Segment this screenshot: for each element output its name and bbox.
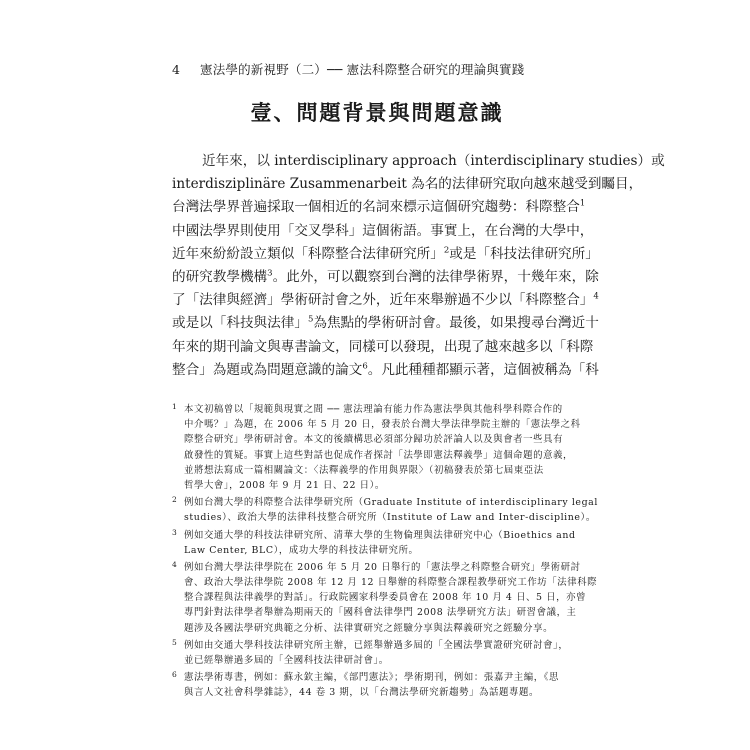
- footnote-line: studies）、政治大學的法律科技整合研究所（Institute of Law and Inter-discipline）。: [184, 512, 596, 524]
- footnote-line: 本文初稿曾以「規範與現實之間 ── 憲法理論有能力作為憲法學與其他科學科際合作的: [184, 404, 563, 415]
- body-line-text: 台灣法學界普遍採取一個相近的名詞來標示這個研究趨勢：科際整合: [172, 199, 580, 216]
- footnote-number: 6: [172, 670, 177, 680]
- body-line: [172, 220, 594, 243]
- body-line-text: 的研究教學機構: [172, 268, 268, 285]
- footnote-line: 中介嗎？」為題，在 2006 年 5 月 20 日，發表於台灣大學法律學院主辦的「憲法學之科: [184, 419, 581, 431]
- body-line: [172, 150, 665, 173]
- footnote: [172, 559, 598, 636]
- footnote-line: 會、政治大學法律學院 2008 年 12 月 12 日舉辦的科際整合課程教學研究工作坊「法律科際: [184, 577, 598, 589]
- body-line-text: interdisziplinäre Zusammenarbeit 為名的法律研究取向越來越受到矚目，: [172, 176, 643, 193]
- body-line: [172, 359, 599, 382]
- chapter-title: 壹、問題背景與問題意識: [250, 100, 504, 125]
- footnote-line: 例如交通大學的科技法律研究所、清華大學的生物倫理與法律研究中心（Bioethics and: [184, 529, 576, 541]
- body-line-text: 整合」為題或為問題意識的論文: [172, 361, 363, 378]
- footnote-line: 啟發性的質疑。事實上這些對話也促成作者探討「法學即憲法釋義學」這個命題的意義，: [184, 449, 574, 461]
- footnote-line: 整合課程與法律義學的對話」。行政院國家科學委員會在 2008 年 10 月 4 日、5 日，亦曾: [184, 592, 587, 604]
- footnote-line: 題涉及各國法學研究典範之分析、法律實研究之經驗分享與法釋義研究之經驗分享。: [184, 622, 554, 634]
- body-line-text: 年來的期刊論文與專書論文，同樣可以發現，出現了越來越多以「科際: [172, 338, 594, 355]
- body-line-text: 近年來，以 interdisciplinary approach（interdisciplinary studies）或: [202, 153, 665, 169]
- footnote-number: 2: [172, 495, 177, 505]
- footnote-ref[interactable]: 3: [267, 268, 273, 279]
- footnote-line: 專門針對法律學者舉辦為期兩天的「國科會法律學門 2008 法學研究方法」研習會議，主: [184, 607, 577, 619]
- footnote-line: 哲學大會」，2008 年 9 月 21 日、22 日）。: [184, 479, 385, 491]
- footnote-ref[interactable]: 2: [443, 245, 450, 256]
- body-line-text: 近年來紛紛設立類似「科際整合法律研究所」: [172, 245, 444, 262]
- footnote: [172, 670, 572, 700]
- footnote: [172, 638, 572, 668]
- footnote-number: 5: [172, 637, 177, 647]
- footnote-number: 3: [172, 527, 177, 537]
- body-line-text-after: 為焦點的學術研討會。最後，如果搜尋台灣近十: [313, 315, 599, 332]
- footnote-ref[interactable]: 4: [593, 291, 599, 302]
- footnote-line: 際整合研究」學術研討會。本文的後續構思必須部分歸功於評論人以及與會者一些具有: [184, 434, 564, 446]
- body-line: [172, 312, 599, 335]
- running-title: 憲法學的新視野（二）── 憲法科際整合研究的理論與實踐: [200, 62, 525, 77]
- body-line: [172, 289, 599, 312]
- footnote-line: 並將想法寫成一篇相關論文：〈法釋義學的作用與界限〉（初稿發表於第七屆東亞法: [184, 464, 544, 476]
- running-header: [172, 62, 612, 78]
- body-line: [172, 336, 594, 359]
- footnote-line: 與言人文社會科學雜誌》，44 卷 3 期，以「台灣法學研究新趨勢」為話題專題。: [184, 687, 539, 699]
- footnote-ref[interactable]: 1: [579, 198, 586, 209]
- footnote-line: Law Center, BLC），成功大學的科技法律研究所。: [184, 544, 419, 556]
- body-line: [172, 266, 599, 289]
- footnote: [172, 495, 598, 525]
- footnotes: [172, 402, 598, 703]
- body-line-text: 了「法律與經濟」學術研討會之外，近年來舉辦過不少以「科際整合」: [172, 292, 594, 309]
- footnote-line: 憲法學術專書，例如：蘇永欽主編，《部門憲法》；學術期刊，例如：張嘉尹主編，《思: [184, 672, 559, 684]
- footnote-ref[interactable]: 6: [362, 361, 368, 372]
- body-line-text-after: 或是「科技法律研究所」: [449, 245, 599, 262]
- body-line-text-after: 。此外，可以觀察到台灣的法律學術界，十幾年來，除: [272, 268, 599, 285]
- footnote-line: 例如台灣大學法律學院在 2006 年 5 月 20 日舉行的「憲法學之科際整合研究」學術研討: [184, 561, 581, 573]
- footnote-line: 並已經舉辦過多屆的「全國科技法律研討會」。: [184, 655, 389, 666]
- footnote-number: 1: [172, 402, 177, 411]
- footnote-ref[interactable]: 5: [307, 314, 314, 325]
- body-line-text: 或是以「科技與法律」: [172, 315, 308, 332]
- page-number: 4: [172, 62, 181, 77]
- body-line: [172, 173, 643, 196]
- footnote-line: 例如台灣大學的科際整合法律學研究所（Graduate Institute of interdisciplinary legal: [184, 497, 598, 509]
- body-line-text: 中國法學界則使用「交叉學科」這個術語。事實上，在台灣的大學中，: [172, 222, 594, 239]
- body-line-text-after: 。凡此種種都顯示著，這個被稱為「科: [367, 361, 599, 378]
- body-line: [172, 196, 586, 219]
- footnote: [172, 527, 576, 558]
- body-line: [172, 243, 599, 266]
- footnote-line: 例如由交通大學科技法律研究所主辦，已經舉辦過多屆的「全國法學實證研究研討會」，: [184, 639, 569, 651]
- footnote: [172, 402, 581, 493]
- body-text: [172, 150, 665, 382]
- footnote-number: 4: [172, 559, 177, 569]
